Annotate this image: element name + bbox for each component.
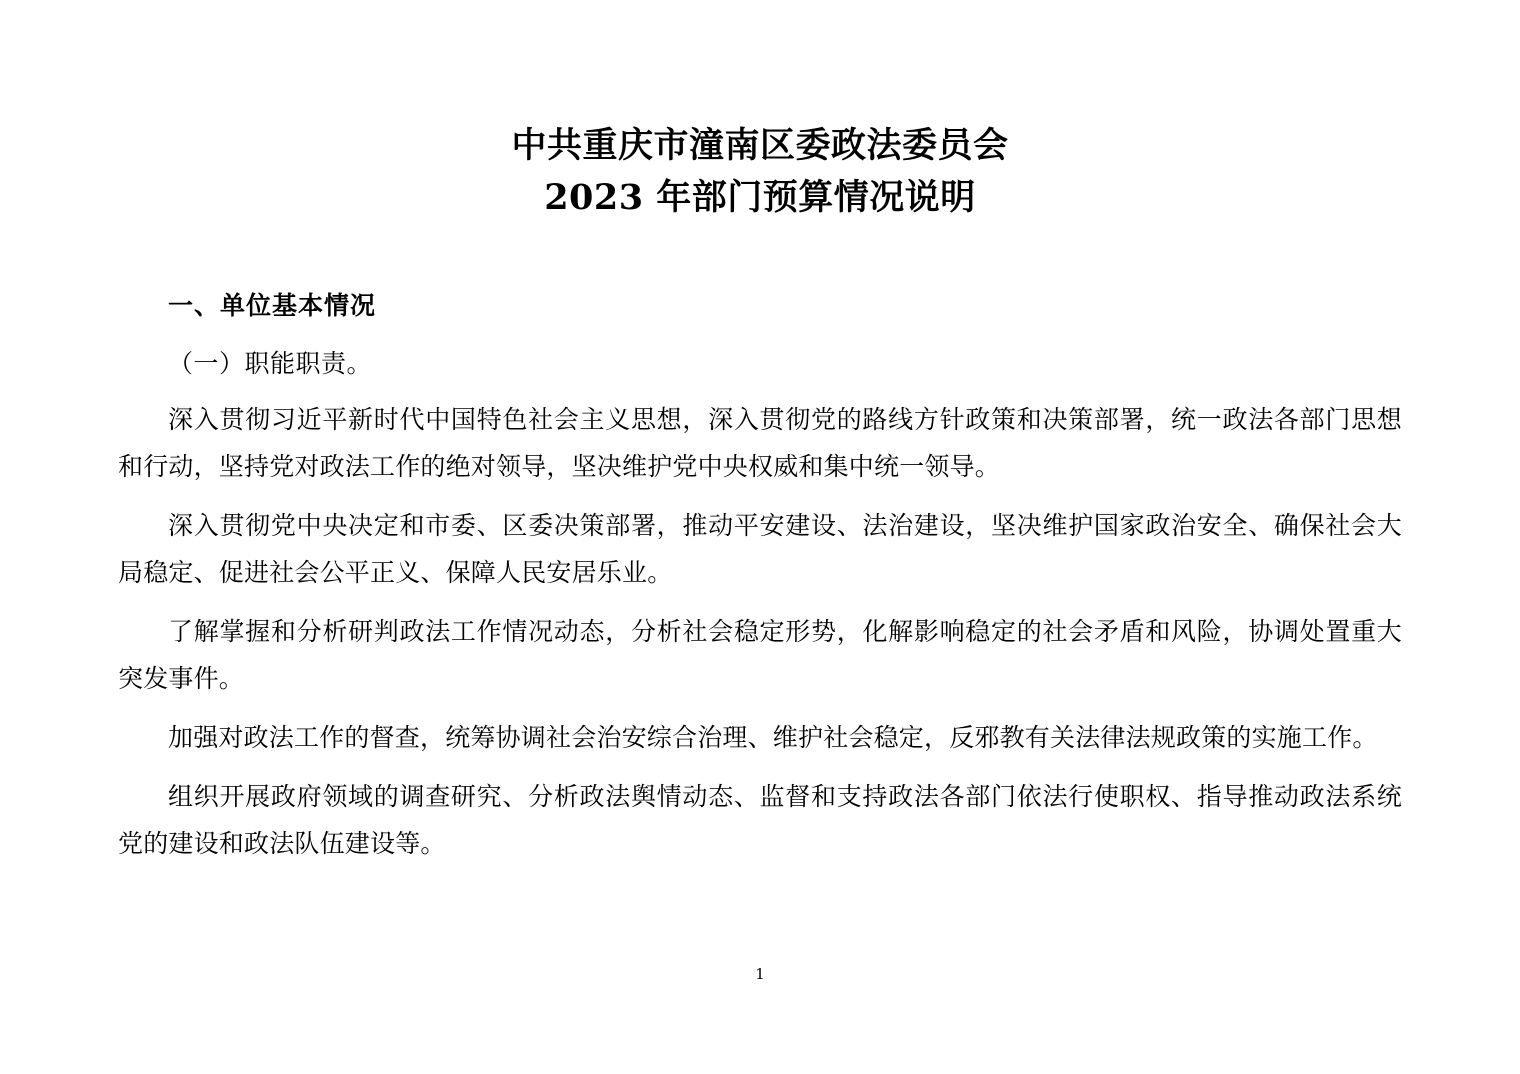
sub-heading-duties: （一）职能职责。	[168, 349, 373, 378]
document-title	[118, 120, 1402, 224]
title-line-2: 2023 年部门预算情况说明	[544, 177, 976, 218]
paragraph-2: 深入贯彻党中央决定和市委、区委决策部署，推动平安建设、法治建设，坚决维护国家政治安全、确保社会大局稳定、促进社会公平正义、保障人民安居乐业。	[118, 511, 1402, 587]
paragraph-1: 深入贯彻习近平新时代中国特色社会主义思想，深入贯彻党的路线方针政策和决策部署，统一政法各部门思想和行动，坚持党对政法工作的绝对领导，坚决维护党中央权威和集中统一领导。	[118, 405, 1402, 481]
paragraph-3: 了解掌握和分析研判政法工作情况动态，分析社会稳定形势，化解影响稳定的社会矛盾和风险，协调处置重大突发事件。	[118, 617, 1402, 693]
title-line-1: 中共重庆市潼南区委政法委员会	[511, 125, 1009, 166]
paragraph-4: 加强对政法工作的督查，统筹协调社会治安综合治理、维护社会稳定，反邪教有关法律法规政策的实施工作。	[168, 723, 1378, 752]
page-number: 1	[755, 965, 765, 983]
document-body	[118, 0, 1402, 867]
paragraph-5: 组织开展政府领域的调查研究、分析政法舆情动态、监督和支持政法各部门依法行使职权、指导推动政法系统党的建设和政法队伍建设等。	[118, 782, 1402, 858]
section-heading-unit-basics: 一、单位基本情况	[168, 291, 377, 320]
